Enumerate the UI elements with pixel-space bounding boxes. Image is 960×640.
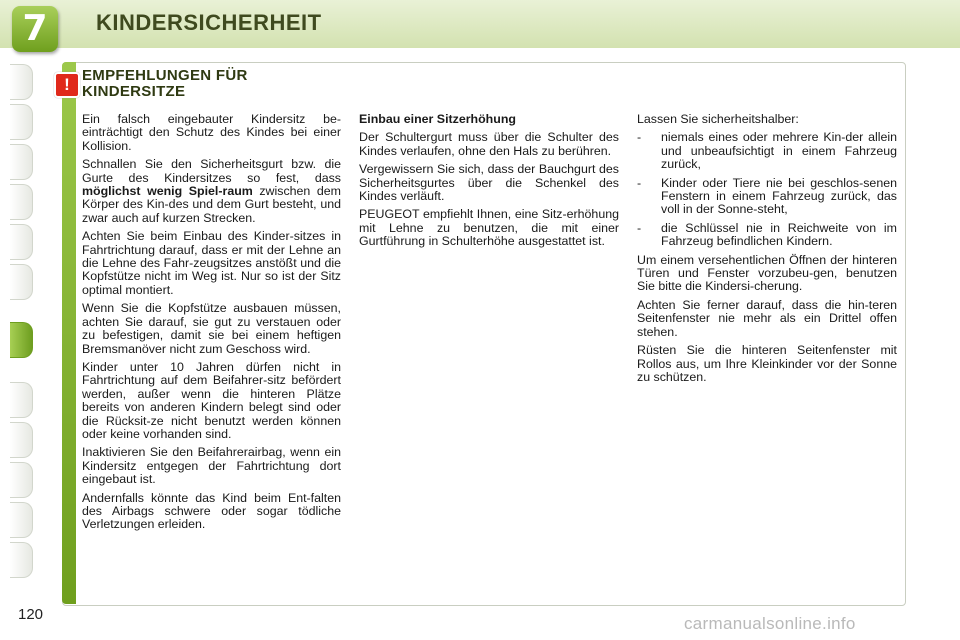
paragraph-text: Schnallen Sie den Sicherheitsgurt bzw. die Gurte des Kindersitzes so fest, dass — [82, 157, 341, 185]
section-title — [82, 68, 248, 100]
paragraph: Vergewissern Sie sich, dass der Bauchgurt des Sicherheitsgurtes über die Schenkel des Kindes verläuft. — [359, 162, 619, 204]
chapter-tab-7-active[interactable] — [10, 322, 33, 358]
chapter-tab-12[interactable] — [10, 542, 33, 578]
chapter-tabs — [0, 64, 40, 584]
paragraph: Kinder unter 10 Jahren dürfen nicht in Fahrtrichtung auf dem Beifahrer-sitz befördert werden, außer wenn die hinteren Plätze bereits von anderen Kindern belegt sind oder die Rücksit-ze nicht benutzt werden können oder keine vorhanden sind. — [82, 359, 341, 441]
chapter-tab-3[interactable] — [10, 144, 33, 180]
list-item — [637, 177, 897, 217]
section-title-line-1: EMPFEHLUNGEN FÜR — [82, 67, 248, 84]
emphasis-text: möglichst wenig Spiel-raum — [82, 184, 253, 199]
text-column-2 — [359, 113, 619, 254]
list-item — [637, 131, 897, 171]
paragraph: Rüsten Sie die hinteren Seitenfenster mit Rollos aus, um Ihre Kleinkinder vor der Sonne zu schützen. — [637, 343, 897, 384]
panel-accent-stripe — [62, 62, 76, 604]
list-item-text: niemals eines oder mehrere Kin-der allein und unbeaufsichtigt in einem Fahrzeug zurück, — [661, 130, 897, 172]
list-item-text: Kinder oder Tiere nie bei geschlos-senen Fenstern in einem Fahrzeug zurück, das voll in der Sonne-steht, — [661, 175, 897, 217]
chapter-tab-9[interactable] — [10, 422, 33, 458]
chapter-tab-5[interactable] — [10, 224, 33, 260]
paragraph: Der Schultergurt muss über die Schulter des Kindes verlaufen, ohne den Hals zu berühren. — [359, 130, 619, 158]
paragraph: Achten Sie ferner darauf, dass die hin-teren Seitenfenster nie mehr als ein Drittel offen stehen. — [637, 297, 897, 339]
text-column-1 — [82, 113, 341, 537]
page-number: 120 — [18, 606, 44, 623]
chapter-tab-4[interactable] — [10, 184, 33, 220]
paragraph: Wenn Sie die Kopfstütze ausbauen müssen, achten Sie darauf, sie gut zu verstauen oder zu befestigen, damit sie bei einem heftigen Bremsmanöver nicht zum Geschoss wird. — [82, 301, 341, 356]
chapter-tab-11[interactable] — [10, 502, 33, 538]
chapter-tab-1[interactable] — [10, 64, 33, 100]
chapter-tab-8[interactable] — [10, 382, 33, 418]
warning-icon: ! — [54, 72, 80, 98]
list-dash: - — [637, 220, 642, 235]
paragraph: Inaktivieren Sie den Beifahrerairbag, wenn ein Kindersitz entgegen der Fahrtrichtung dort eingebaut ist. — [82, 445, 341, 487]
paragraph: Lassen Sie sicherheitshalber: — [637, 112, 799, 126]
list-dash: - — [637, 130, 642, 145]
paragraph-text: zwischen dem Körper des Kin-des und dem Gurt besteht, und zwar auch auf kurzen Strecken. — [82, 184, 341, 225]
paragraph: Achten Sie beim Einbau des Kinder-sitzes in Fahrtrichtung darauf, dass er mit der Lehne an die Lehne des Fahr-zeugsitzes anstößt und die Kopfstütze nicht im Weg ist. Nur so ist der Sitz optimal montiert. — [82, 229, 341, 297]
subsection-title: Einbau einer Sitzerhöhung — [359, 112, 516, 126]
paragraph: Um einem versehentlichen Öffnen der hinteren Türen und Fenster vorzubeu-gen, benutzen Sie bitte die Kindersi-cherung. — [637, 252, 897, 294]
paragraph: PEUGEOT empfiehlt Ihnen, eine Sitz-erhöhung mit Lehne zu benutzen, die mit einer Gurtführung in Schulterhöhe ausgestattet ist. — [359, 207, 619, 249]
list-item-text: die Schlüssel nie in Reichweite von im Fahrzeug befindlichen Kindern. — [661, 220, 897, 249]
text-column-3 — [637, 113, 897, 389]
paragraph: Ein falsch eingebauter Kindersitz be-einträchtigt den Schutz des Kindes bei einer Kollision. — [82, 112, 341, 153]
chapter-tab-10[interactable] — [10, 462, 33, 498]
chapter-title: KINDERSICHERHEIT — [96, 10, 322, 35]
list-dash: - — [637, 175, 642, 190]
chapter-tab-6[interactable] — [10, 264, 33, 300]
paragraph: Andernfalls könnte das Kind beim Ent-falten des Airbags schwere oder sogar tödliche Verletzungen erleiden. — [82, 490, 341, 532]
list-item — [637, 222, 897, 249]
chapter-number-badge: 7 — [12, 6, 58, 52]
section-title-line-2: KINDERSITZE — [82, 83, 186, 100]
watermark: carmanualsonline.info — [684, 614, 856, 633]
chapter-tab-2[interactable] — [10, 104, 33, 140]
paragraph — [82, 158, 341, 225]
